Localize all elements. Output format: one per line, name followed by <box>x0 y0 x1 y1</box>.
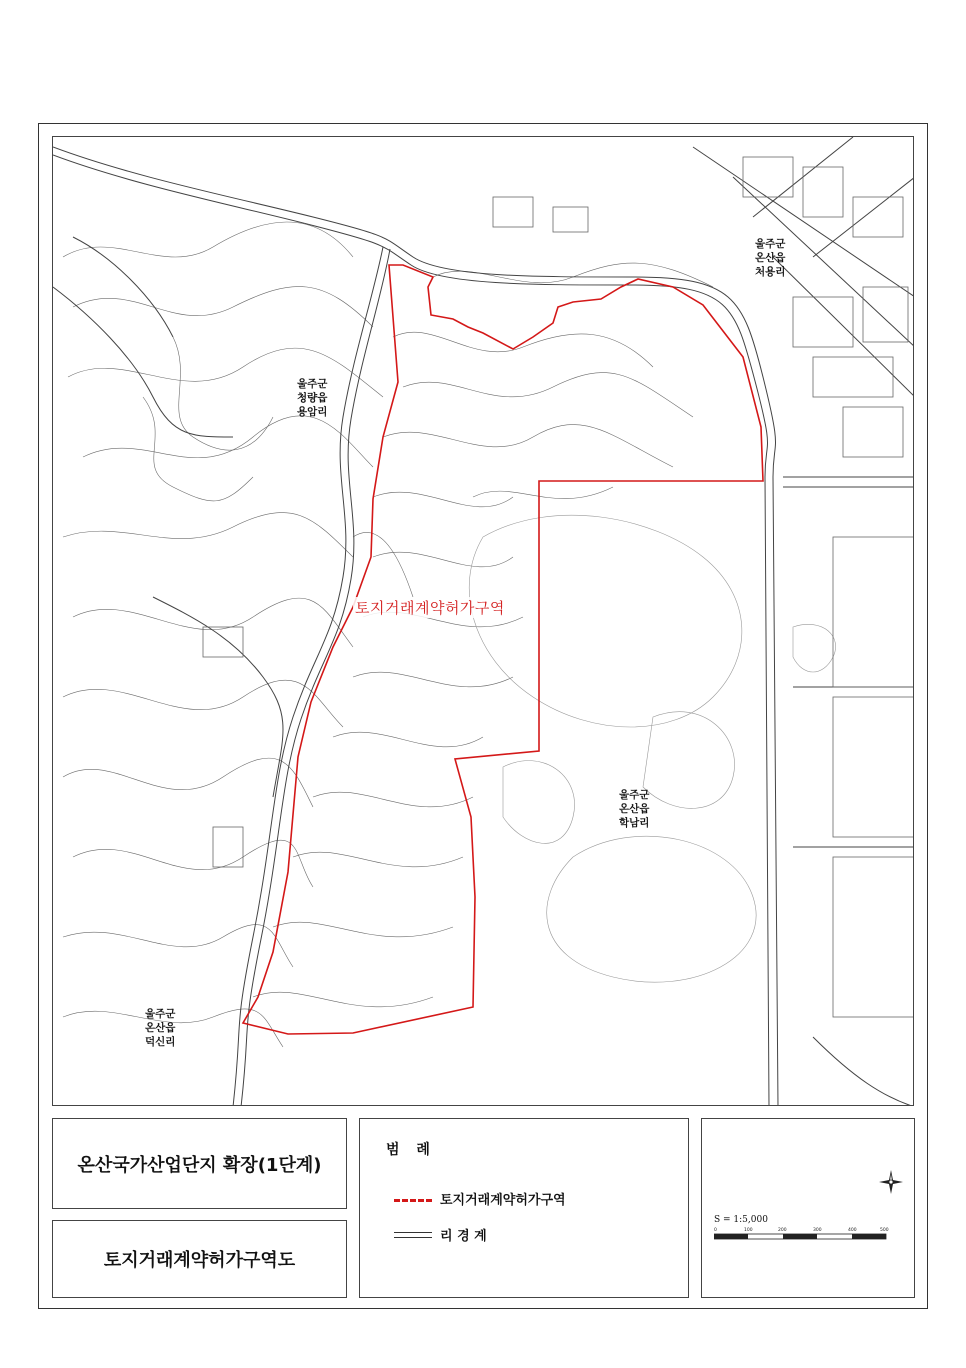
scale-tick-label: 400 <box>848 1228 857 1233</box>
scale-tick-label: 100 <box>744 1228 753 1233</box>
scale-tick-label: 300 <box>813 1228 822 1233</box>
double-line-icon <box>394 1232 432 1238</box>
red-dash-line-icon <box>394 1187 432 1202</box>
scale-tick-label: 500 <box>880 1228 889 1233</box>
contour-lines <box>63 222 713 1047</box>
place-label-deoksin: 울주군 온산읍 덕신리 <box>145 1008 176 1048</box>
place-label-cheonyong: 울주군 온산읍 처용리 <box>755 238 786 278</box>
urban-blocks <box>203 157 914 1017</box>
legend-label: 토지거래계약허가구역 <box>440 1193 566 1208</box>
scale-ratio: S = 1:5,000 <box>714 1215 768 1225</box>
project-title: 온산국가산업단지 확장(1단계) <box>77 1154 322 1176</box>
road-network <box>53 137 914 1106</box>
scale-box <box>701 1118 915 1298</box>
legend-label: 리 경 계 <box>440 1229 487 1244</box>
legend-item-permit-zone <box>394 1189 566 1208</box>
north-arrow-icon <box>878 1169 904 1195</box>
scale-tick-label: 0 <box>714 1228 717 1233</box>
terrain-outlines <box>469 515 835 982</box>
place-label-haknam: 울주군 온산읍 학남리 <box>619 789 650 829</box>
drawing-title-box <box>52 1220 347 1298</box>
legend-item-ri-boundary <box>394 1225 487 1244</box>
map-drawing <box>53 137 914 1106</box>
drawing-title: 토지거래계약허가구역도 <box>103 1250 296 1271</box>
permit-zone-label: 토지거래계약허가구역 <box>355 599 505 617</box>
legend-box <box>359 1118 689 1298</box>
map-area <box>52 136 914 1106</box>
scale-bar <box>714 1227 892 1249</box>
scale-tick-label: 200 <box>778 1228 787 1233</box>
project-title-box <box>52 1118 347 1209</box>
legend-title: 범 례 <box>386 1142 436 1158</box>
place-label-yongam: 울주군 청량읍 용암리 <box>297 378 328 418</box>
